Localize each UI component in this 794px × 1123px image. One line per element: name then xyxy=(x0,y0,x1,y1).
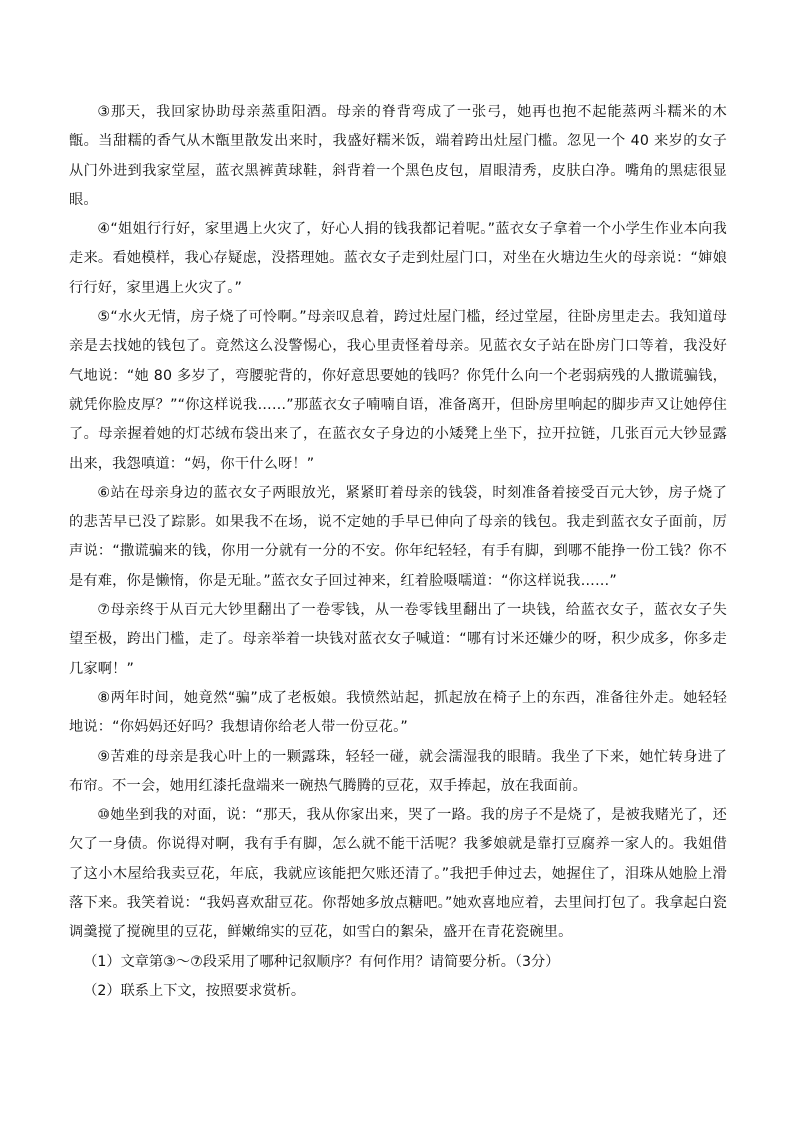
paragraph-10: ⑩她坐到我的对面，说：“那天，我从你家出来，哭了一路。我的房子不是烧了，是被我赌光了，还欠了一身债。你说得对啊，我有手有脚，怎么就不能干活呢？我爹娘就是靠打豆腐养一家人的。我姐借了这小木屋给我卖豆花，年底，我就应该能把欠账还清了。”我把手伸过去，她握住了，泪珠从她脸上滑落下来。我笑着说：“我妈喜欢甜豆花。你帮她多放点糖吧。”她欢喜地应着，去里间打包了。我拿起白瓷调羹搅了搅碗里的豆花，鲜嫩绵实的豆花，如雪白的絮朵，盛开在青花瓷碗里。 xyxy=(69,807,727,941)
paragraph-3: ③那天，我回家协助母亲蒸重阳酒。母亲的脊背弯成了一张弓，她再也抱不起能蒸两斗糯米的木甑。当甜糯的香气从木甑里散发出来时，我盛好糯米饭，端着跨出灶屋门槛。忽见一个 40 来岁的女子从门外进到我家堂屋，蓝衣黑裤黄球鞋，斜背着一个黑色皮包，眉眼清秀，皮肤白净。嘴角的黑痣很显眼。 xyxy=(69,104,727,208)
question-2-label: （2） xyxy=(83,982,121,999)
question-1-text: 文章第③～⑦段采用了哪种记叙顺序？有何作用？请简要分析。（3分） xyxy=(120,953,560,970)
paragraph-9: ⑨苦难的母亲是我心叶上的一颗露珠，轻轻一碰，就会濡湿我的眼睛。我坐了下来，她忙转身进了布帘。不一会，她用红漆托盘端来一碗热气腾腾的豆花，双手捧起，放在我面前。 xyxy=(69,748,727,794)
question-1-label: （1） xyxy=(83,953,121,970)
document-page xyxy=(69,98,727,1006)
paragraph-7: ⑦母亲终于从百元大钞里翻出了一卷零钱，从一卷零钱里翻出了一块钱，给蓝衣女子，蓝衣女子失望至极，跨出门槛，走了。母亲举着一块钱对蓝衣女子喊道：“哪有讨米还嫌少的呀，积少成多，你多走几家啊！” xyxy=(69,602,727,677)
paragraph-4: ④“姐姐行行好，家里遇上火灾了，好心人捐的钱我都记着呢。”蓝衣女子拿着一个小学生作业本向我走来。看她模样，我心存疑虑，没搭理她。蓝衣女子走到灶屋门口，对坐在火塘边生火的母亲说：“婶娘行行好，家里遇上火灾了。” xyxy=(69,221,727,296)
paragraph-6: ⑥站在母亲身边的蓝衣女子两眼放光，紧紧盯着母亲的钱袋，时刻准备着接受百元大钞，房子烧了的悲苦早已没了踪影。如果我不在场，说不定她的手早已伸向了母亲的钱包。我走到蓝衣女子面前，厉声说：“撒谎骗来的钱，你用一分就有一分的不安。你年纪轻轻，有手有脚，到哪不能挣一份工钱？你不是有难，你是懒惰，你是无耻。”蓝衣女子回过神来，红着脸嗫嚅道：“你这样说我……” xyxy=(69,484,727,589)
question-2-text: 联系上下文，按照要求赏析。 xyxy=(120,982,306,999)
paragraph-8: ⑧两年时间，她竟然“骗”成了老板娘。我愤然站起，抓起放在椅子上的东西，准备往外走。她轻轻地说：“你妈妈还好吗？我想请你给老人带一份豆花。” xyxy=(69,689,727,736)
paragraph-5: ⑤“水火无情，房子烧了可怜啊。”母亲叹息着，跨过灶屋门槛，经过堂屋，往卧房里走去。我知道母亲是去找她的钱包了。竟然这么没警惕心，我心里责怪着母亲。见蓝衣女子站在卧房门口等着，我没好气地说：“她 80 多岁了，弯腰驼背的，你好意思要她的钱吗？你凭什么向一个老弱病残的人撒谎骗钱，就凭你脸皮厚？”“你这样说我……”那蓝衣女子喃喃自语，准备离开，但卧房里响起的脚步声又让她停住了。母亲握着她的灯芯绒布袋出来了，在蓝衣女子身边的小矮凳上坐下，拉开拉链，几张百元大钞显露出来，我怨嗔道：“妈，你干什么呀！” xyxy=(69,309,727,472)
question-2 xyxy=(69,977,727,1006)
question-1 xyxy=(69,948,727,977)
